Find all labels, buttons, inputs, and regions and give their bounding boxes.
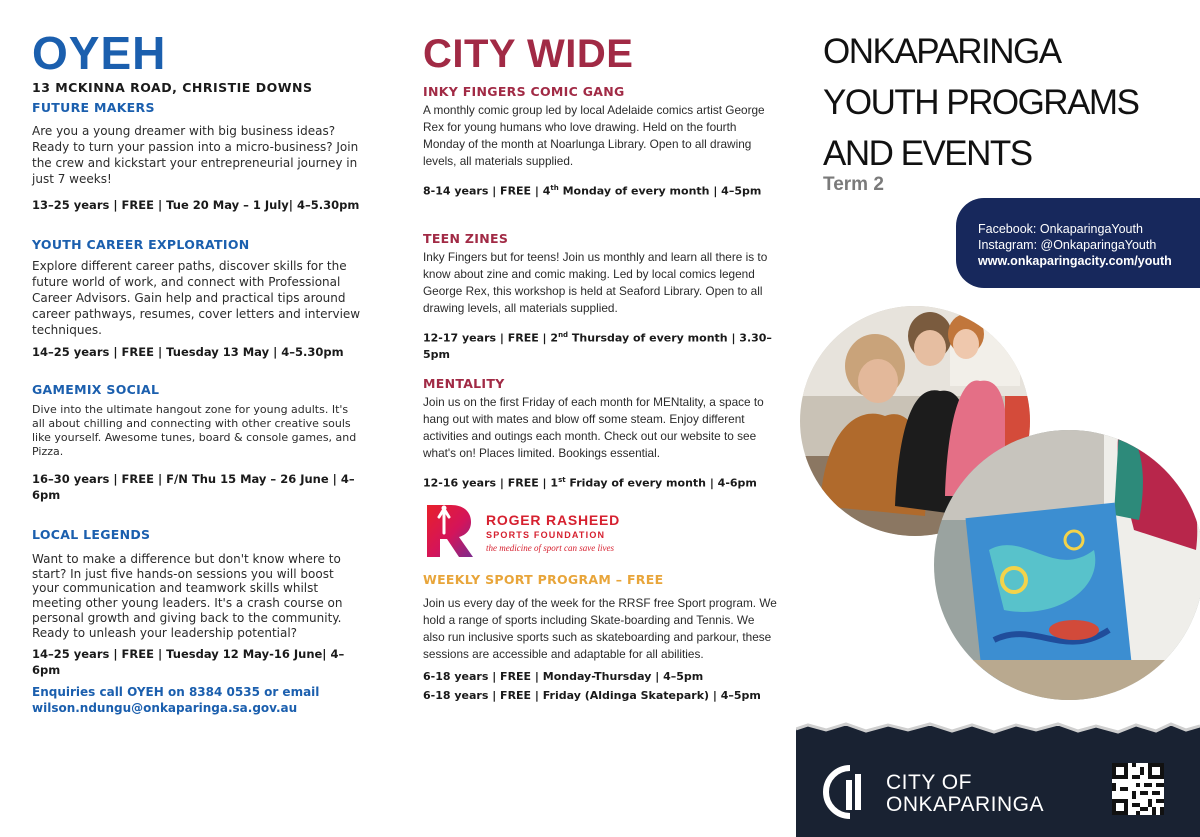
rrsf-name: ROGER RASHEED [486,512,621,528]
instagram-link[interactable]: Instagram: @OnkaparingaYouth [978,238,1157,252]
rrsf-subtitle: SPORTS FOUNDATION [486,530,606,540]
program-title: WEEKLY SPORT PROGRAM – FREE [423,572,664,587]
program-description: Join us every day of the week for the RRSF free Sport program. We hold a range of sports including Skate-boarding and Tennis. We also run inclusive sports such as skateboarding and parkour, these sessions are accessible and adaptable for all abilities. [423,596,777,661]
program-details: 13–25 years | FREE | Tue 20 May – 1 July| 4–5.30pm [32,198,360,212]
program-description: Dive into the ultimate hangout zone for young adults. It's all about chilling and connecting with other creative souls like yourself. Awesome tunes, board & console games, and Pizza. [32,403,357,458]
program-weekly-sport [423,572,778,705]
social-links-box [956,198,1200,288]
term-label: Term 2 [823,174,884,195]
city-of-onkaparinga-logo-icon [822,764,878,820]
program-details: 12-17 years | FREE | 2nd Thursday of every month | 3.30–5pm [423,331,772,361]
torn-paper-edge [796,712,1200,738]
program-title: GAMEMIX SOCIAL [32,382,160,397]
qr-code[interactable] [1112,763,1164,815]
program-description: Explore different career paths, discover skills for the future world of work, and connect with Professional Career Advisors. Gain help and practical tips around career pathways, resumes, cover letters and interview techniques. [32,259,361,337]
program-gamemix-social [32,382,362,503]
oyeh-address: 13 MCKINNA ROAD, CHRISTIE DOWNS [32,80,313,95]
program-mentality [423,376,778,492]
program-description: Are you a young dreamer with big business ideas? Ready to turn your passion into a micro-business? Join the crew and kickstart your entrepreneurial journey in just 7 weeks! [32,124,359,186]
program-inky-fingers [423,84,778,200]
program-details: 8-14 years | FREE | 4th Monday of every month | 4–5pm [423,184,762,198]
oyeh-heading: OYEH [32,27,167,79]
program-details: 6-18 years | FREE | Friday (Aldinga Skatepark) | 4–5pm [423,689,761,702]
page-title: ONKAPARINGA YOUTH PROGRAMS AND EVENTS [823,32,1139,173]
photo-painting-easel [934,430,1200,700]
program-title: MENTALITY [423,376,505,391]
rrsf-logo-icon [423,503,475,559]
program-description: Want to make a difference but don't know where to start? In just five hands-on sessions you will boost your communication and teamwork skills whilst meeting other young leaders. It's a crash course on personal growth and giving back to the community. Ready to unleash your leadership potential? [32,552,343,640]
facebook-link[interactable]: Facebook: OnkaparingaYouth [978,222,1143,236]
program-title: FUTURE MAKERS [32,100,155,115]
program-future-makers [32,100,362,213]
program-local-legends [32,527,362,678]
website-link[interactable]: www.onkaparingacity.com/youth [978,254,1172,268]
rrsf-tagline: the medicine of sport can save lives [486,543,614,553]
program-details: 12-16 years | FREE | 1st Friday of every month | 4-6pm [423,476,757,490]
program-title: TEEN ZINES [423,231,509,246]
city-logo-text: CITY OF ONKAPARINGA [886,771,1044,816]
program-details: 6-18 years | FREE | Monday-Thursday | 4–5pm [423,670,704,683]
enquiries-text: Enquiries call OYEH on 8384 0535 or email wilson.ndungu@onkaparinga.sa.gov.au [32,685,320,715]
program-title: YOUTH CAREER EXPLORATION [32,237,250,252]
program-details: 16–30 years | FREE | F/N Thu 15 May – 26 June | 4–6pm [32,472,355,502]
program-teen-zines [423,231,778,363]
program-description: Inky Fingers but for teens! Join us monthly and learn all there is to know about zine and comic making. Led by local comics legend George Rex, this workshop is held at Seaford Library. Open to all drawing levels, all materials supplied. [423,250,768,315]
program-description: A monthly comic group led by local Adelaide comics artist George Rex for young humans who love drawing. Held on the fourth Monday of the month at Noarlunga Library. Open to all drawing levels, all materials supplied. [423,103,765,168]
program-youth-career-exploration [32,237,362,360]
program-details: 14–25 years | FREE | Tuesday 13 May | 4–5.30pm [32,345,344,359]
program-title: INKY FINGERS COMIC GANG [423,84,625,99]
program-details: 14–25 years | FREE | Tuesday 12 May-16 June| 4–6pm [32,647,345,678]
citywide-heading: CITY WIDE [423,32,634,76]
program-description: Join us on the first Friday of each month for MENtality, a space to hang out with mates and blow off some steam. Enjoy different activities and outings each month. Check out our website to see what's on! Places limited. Bookings essential. [423,395,764,460]
program-title: LOCAL LEGENDS [32,527,151,542]
